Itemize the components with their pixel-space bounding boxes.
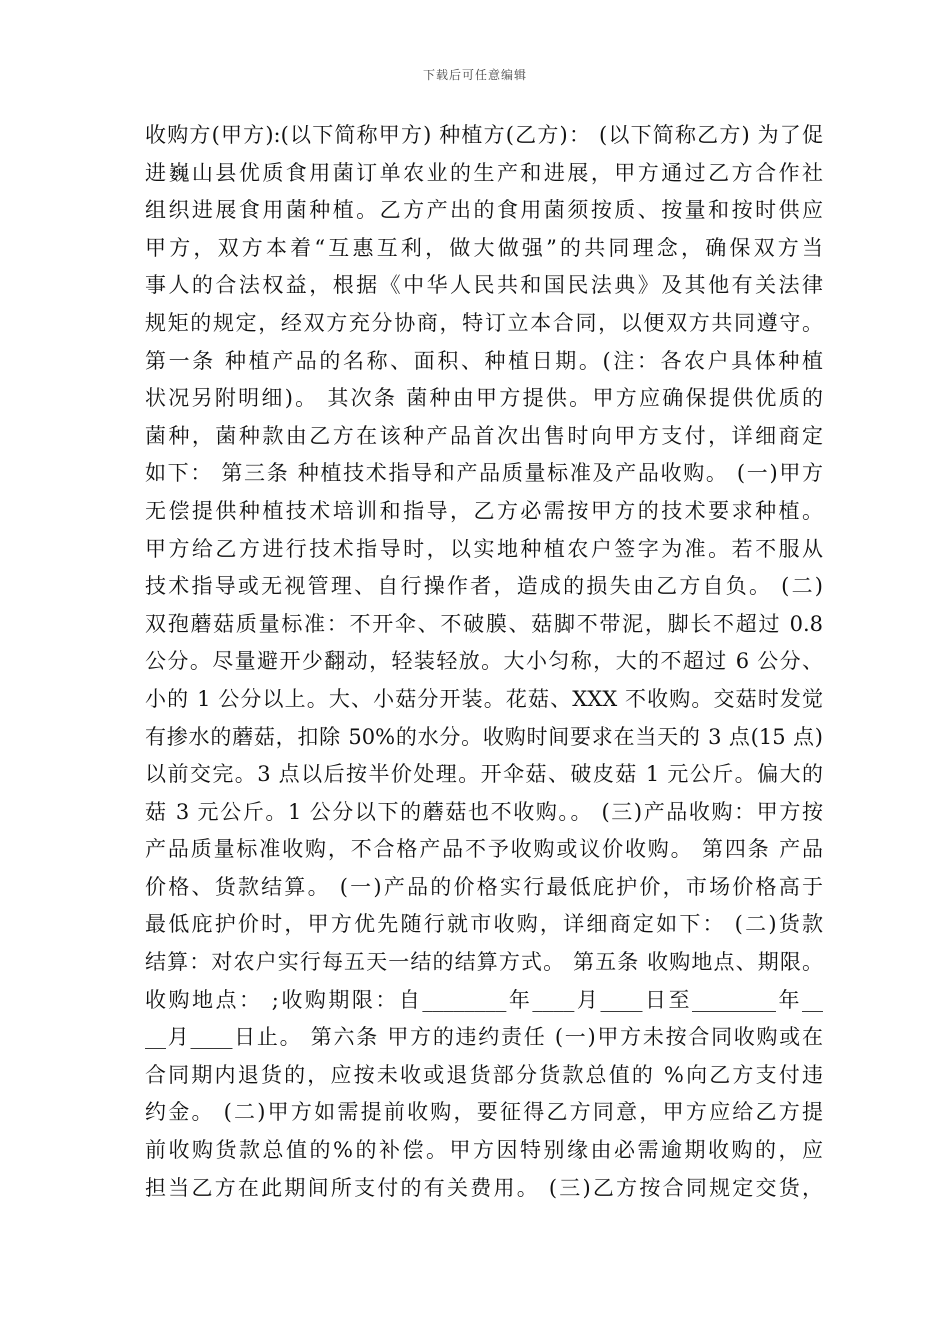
document-line: 进巍山县优质食用菌订单农业的生产和进展，甲方通过乙方合作社: [145, 160, 823, 185]
document-body: [145, 117, 823, 1207]
document-line: 状况另附明细)。 其次条 菌种由甲方提供。甲方应确保提供优质的: [145, 386, 823, 411]
document-line: 产品质量标准收购，不合格产品不予收购或议价收购。 第四条 产品: [145, 837, 823, 862]
document-line: 双孢蘑菇质量标准：不开伞、不破膜、菇脚不带泥，脚长不超过 0.8: [145, 611, 823, 636]
document-line: 收购方(甲方):(以下简称甲方) 种植方(乙方)： (以下简称乙方) 为了促: [145, 123, 823, 147]
document-line: 合同期内退货的，应按未收或退货部分货款总值的 %向乙方支付违: [145, 1062, 823, 1087]
document-line: 公分。尽量避开少翻动，轻装轻放。大小匀称，大的不超过 6 公分、: [145, 649, 823, 674]
document-line: 甲方给乙方进行技术指导时，以实地种植农户签字为准。若不服从: [145, 536, 823, 561]
document-line: 技术指导或无视管理、自行操作者，造成的损失由乙方自负。 (二): [145, 574, 823, 599]
document-line: 组织进展食用菌种植。乙方产出的食用菌须按质、按量和按时供应: [145, 198, 823, 223]
document-line: 结算：对农户实行每五天一结的结算方式。 第五条 收购地点、期限。: [145, 950, 823, 975]
document-line: 最低庇护价时，甲方优先随行就市收购，详细商定如下： (二)货款: [145, 912, 823, 937]
document-line: 规矩的规定，经双方充分协商，特订立本合同，以便双方共同遵守。: [145, 310, 823, 335]
document-line: 甲方，双方本着“互惠互利，做大做强”的共同理念，确保双方当: [145, 235, 823, 260]
document-line: 有掺水的蘑菇，扣除 50%的水分。收购时间要求在当天的 3 点(15 点): [145, 724, 823, 749]
document-line: __月____日止。 第六条 甲方的违约责任 (一)甲方未按合同收购或在: [145, 1025, 823, 1050]
document-line: 价格、货款结算。 (一)产品的价格实行最低庇护价，市场价格高于: [145, 874, 823, 899]
page-header: 下载后可任意编辑: [422, 68, 527, 82]
document-line: 菇 3 元公斤。1 公分以下的蘑菇也不收购。。 (三)产品收购：甲方按: [145, 799, 823, 824]
document-line: 无偿提供种植技术培训和指导，乙方必需按甲方的技术要求种植。: [145, 498, 823, 523]
document-line: 收购地点： ;收购期限：自________年____月____日至________年__: [145, 987, 823, 1012]
document-line: 菌种，菌种款由乙方在该种产品首次出售时向甲方支付，详细商定: [145, 423, 823, 448]
document-line: 以前交完。3 点以后按半价处理。开伞菇、破皮菇 1 元公斤。偏大的: [145, 762, 823, 787]
document-line: 第一条 种植产品的名称、面积、种植日期。(注：各农户具体种植: [145, 348, 823, 373]
document-line: 事人的合法权益，根据《中华人民共和国民法典》及其他有关法律: [145, 273, 823, 298]
document-line: 约金。 (二)甲方如需提前收购，要征得乙方同意，甲方应给乙方提: [145, 1100, 823, 1125]
document-line: 如下： 第三条 种植技术指导和产品质量标准及产品收购。 (一)甲方: [145, 461, 823, 486]
document-line: 担当乙方在此期间所支付的有关费用。 (三)乙方按合同规定交货，: [145, 1175, 823, 1200]
document-line: 前收购货款总值的%的补偿。甲方因特别缘由必需逾期收购的，应: [145, 1138, 823, 1163]
document-line: 小的 1 公分以上。大、小菇分开装。花菇、XXX 不收购。交菇时发觉: [145, 686, 823, 711]
